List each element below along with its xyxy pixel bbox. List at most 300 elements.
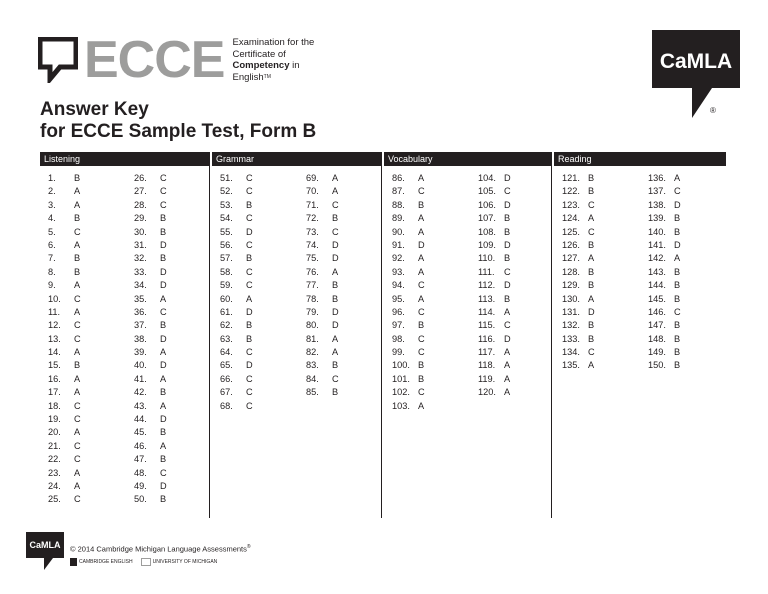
answer-row xyxy=(306,306,346,319)
answer-row xyxy=(392,359,432,372)
answer-row xyxy=(562,359,602,372)
answer-letter: B xyxy=(588,280,595,291)
answer-row xyxy=(220,359,260,372)
answer-row xyxy=(134,413,174,426)
answer-letter: A xyxy=(332,266,339,277)
question-number: 30. xyxy=(134,226,147,237)
question-number: 88. xyxy=(392,199,405,210)
question-number: 145. xyxy=(648,293,666,304)
answer-row xyxy=(648,239,688,252)
answer-row xyxy=(220,306,260,319)
answer-row xyxy=(134,453,174,466)
cambridge-english-logo xyxy=(70,558,133,566)
answer-row xyxy=(562,226,602,239)
answer-letter: B xyxy=(332,293,339,304)
ecce-description xyxy=(232,37,314,83)
answer-letter: B xyxy=(674,280,681,291)
answer-letter: B xyxy=(504,226,511,237)
answer-letter: B xyxy=(160,427,167,438)
answer-letter: B xyxy=(74,173,81,183)
camla-logo-text: CaMLA xyxy=(659,50,733,73)
answer-letter: A xyxy=(504,347,511,358)
answer-row xyxy=(392,212,432,225)
answer-row xyxy=(392,199,432,212)
question-number: 85. xyxy=(306,387,319,398)
answer-letter: A xyxy=(418,400,425,411)
answer-row xyxy=(306,239,346,252)
section-heading: Vocabulary xyxy=(384,152,552,166)
question-number: 8. xyxy=(48,266,56,277)
answer-row xyxy=(306,226,346,239)
answer-row xyxy=(48,293,88,306)
answer-letter: D xyxy=(160,360,167,371)
answer-row xyxy=(648,172,688,185)
question-number: 11. xyxy=(48,306,61,317)
answer-letter: C xyxy=(504,186,511,197)
answer-row xyxy=(220,386,260,399)
question-number: 68. xyxy=(220,400,233,411)
answer-row xyxy=(478,346,518,359)
answer-row xyxy=(48,373,88,386)
answer-row xyxy=(392,252,432,265)
answer-letter: D xyxy=(332,239,339,250)
ecce-desc-line1: Examination for the xyxy=(232,37,315,48)
answer-row xyxy=(134,359,174,372)
answer-letter: C xyxy=(418,280,425,291)
answer-column xyxy=(48,172,88,507)
answer-column xyxy=(648,172,688,373)
answer-letter: A xyxy=(74,186,81,197)
answer-row xyxy=(478,185,518,198)
answer-row xyxy=(220,293,260,306)
copyright-text xyxy=(70,544,251,554)
ecce-desc-line3-bold: Competency xyxy=(232,60,290,71)
answer-row xyxy=(478,239,518,252)
question-number: 19. xyxy=(48,414,61,425)
answer-letter: C xyxy=(74,226,81,237)
question-number: 136. xyxy=(648,173,666,183)
answer-row xyxy=(134,199,174,212)
question-number: 37. xyxy=(134,320,147,331)
answer-letter: B xyxy=(160,213,167,224)
answer-letter: C xyxy=(246,387,253,398)
answer-letter: C xyxy=(74,293,81,304)
question-number: 109. xyxy=(478,239,496,250)
answer-letter: A xyxy=(74,280,81,291)
question-number: 84. xyxy=(306,373,319,384)
answer-letter: A xyxy=(504,373,511,384)
question-number: 60. xyxy=(220,293,233,304)
answer-letter: C xyxy=(588,347,595,358)
section-heading: Grammar xyxy=(212,152,382,166)
answer-letter: B xyxy=(160,454,167,465)
question-number: 43. xyxy=(134,400,147,411)
question-number: 61. xyxy=(220,306,233,317)
answer-row xyxy=(562,306,602,319)
answer-letter: A xyxy=(74,239,81,250)
question-number: 35. xyxy=(134,293,147,304)
question-number: 140. xyxy=(648,226,666,237)
answer-letter: B xyxy=(160,387,167,398)
answer-letter: A xyxy=(74,467,81,478)
answer-row xyxy=(392,306,432,319)
answer-letter: B xyxy=(418,199,425,210)
question-number: 142. xyxy=(648,253,666,264)
answer-row xyxy=(134,239,174,252)
block-m-icon xyxy=(141,558,151,566)
title-line2: for ECCE Sample Test, Form B xyxy=(40,121,317,142)
answer-letter: B xyxy=(588,239,595,250)
answer-letter: A xyxy=(588,293,595,304)
answer-row xyxy=(220,319,260,332)
shield-icon xyxy=(70,558,77,566)
answer-row xyxy=(48,239,88,252)
answer-letter: D xyxy=(588,306,595,317)
answer-row xyxy=(562,266,602,279)
answer-letter: C xyxy=(504,320,511,331)
answer-letter: B xyxy=(332,280,339,291)
answer-letter: B xyxy=(418,373,425,384)
answer-letter: B xyxy=(160,226,167,237)
answer-letter: D xyxy=(160,266,167,277)
question-number: 105. xyxy=(478,186,496,197)
answer-letter: D xyxy=(674,239,681,250)
partner1-text: CAMBRIDGE ENGLISH xyxy=(79,559,133,565)
answer-row xyxy=(648,199,688,212)
question-number: 87. xyxy=(392,186,405,197)
answer-row xyxy=(648,319,688,332)
answer-row xyxy=(562,279,602,292)
answer-row xyxy=(134,306,174,319)
section-heading: Reading xyxy=(554,152,726,166)
ecce-logo-text: ECCE xyxy=(84,31,225,89)
answer-letter: C xyxy=(246,280,253,291)
answer-row xyxy=(306,293,346,306)
question-number: 64. xyxy=(220,347,233,358)
answer-column xyxy=(562,172,602,373)
question-number: 138. xyxy=(648,199,666,210)
answer-letter: D xyxy=(504,239,511,250)
answer-letter: D xyxy=(332,320,339,331)
question-number: 25. xyxy=(48,494,61,505)
answer-row xyxy=(648,359,688,372)
answer-letter: C xyxy=(246,186,253,197)
question-number: 48. xyxy=(134,467,147,478)
answer-letter: B xyxy=(588,333,595,344)
question-number: 9. xyxy=(48,280,56,291)
question-number: 81. xyxy=(306,333,319,344)
question-number: 135. xyxy=(562,360,580,371)
ecce-speech-bubble-icon xyxy=(38,37,78,83)
answer-letter: D xyxy=(332,253,339,264)
answer-row xyxy=(134,400,174,413)
answer-letter: A xyxy=(674,253,681,264)
answer-letter: C xyxy=(418,347,425,358)
answer-letter: C xyxy=(246,400,253,411)
answer-letter: B xyxy=(588,320,595,331)
answer-letter: A xyxy=(160,400,167,411)
trademark: TM xyxy=(263,73,271,80)
question-number: 74. xyxy=(306,239,319,250)
section-vocabulary xyxy=(384,152,552,518)
answer-row xyxy=(48,319,88,332)
answer-letter: C xyxy=(246,213,253,224)
answer-row xyxy=(134,252,174,265)
question-number: 69. xyxy=(306,173,319,183)
answer-row xyxy=(134,333,174,346)
answer-letter: C xyxy=(74,494,81,505)
copyright-line: © 2014 Cambridge Michigan Language Assessments xyxy=(70,544,247,554)
answer-letter: C xyxy=(74,320,81,331)
question-number: 58. xyxy=(220,266,233,277)
answer-letter: B xyxy=(674,347,681,358)
answer-letter: B xyxy=(674,226,681,237)
answer-row xyxy=(478,226,518,239)
question-number: 50. xyxy=(134,494,147,505)
answer-row xyxy=(48,440,88,453)
answer-letter: C xyxy=(332,226,339,237)
answer-row xyxy=(134,212,174,225)
question-number: 42. xyxy=(134,387,147,398)
answer-row xyxy=(478,266,518,279)
answer-letter: C xyxy=(74,440,81,451)
question-number: 86. xyxy=(392,173,405,183)
answer-row xyxy=(478,172,518,185)
question-number: 134. xyxy=(562,347,580,358)
question-number: 33. xyxy=(134,266,147,277)
section-divider xyxy=(209,166,210,518)
question-number: 52. xyxy=(220,186,233,197)
answer-letter: D xyxy=(246,226,253,237)
question-number: 1. xyxy=(48,173,56,183)
answer-letter: C xyxy=(246,266,253,277)
question-number: 45. xyxy=(134,427,147,438)
question-number: 132. xyxy=(562,320,580,331)
answer-letter: C xyxy=(74,454,81,465)
answer-row xyxy=(392,373,432,386)
answer-letter: D xyxy=(504,199,511,210)
answer-letter: D xyxy=(160,333,167,344)
answer-letter: D xyxy=(160,414,167,425)
answer-row xyxy=(478,293,518,306)
answer-row xyxy=(220,199,260,212)
answer-row xyxy=(306,279,346,292)
question-number: 26. xyxy=(134,173,147,183)
answer-letter: B xyxy=(674,266,681,277)
answer-letter: A xyxy=(74,427,81,438)
answer-letter: B xyxy=(74,360,81,371)
answer-row xyxy=(392,400,432,413)
answer-row xyxy=(306,373,346,386)
answer-row xyxy=(562,319,602,332)
question-number: 57. xyxy=(220,253,233,264)
page-title xyxy=(40,99,316,143)
answer-letter: B xyxy=(246,253,253,264)
question-number: 27. xyxy=(134,186,147,197)
question-number: 44. xyxy=(134,414,147,425)
answer-row xyxy=(306,185,346,198)
answer-letter: A xyxy=(74,347,81,358)
question-number: 55. xyxy=(220,226,233,237)
answer-letter: B xyxy=(674,333,681,344)
answer-row xyxy=(306,266,346,279)
question-number: 89. xyxy=(392,213,405,224)
question-number: 117. xyxy=(478,347,496,358)
answer-row xyxy=(392,386,432,399)
section-body xyxy=(40,172,210,518)
question-number: 95. xyxy=(392,293,405,304)
answer-letter: B xyxy=(160,253,167,264)
question-number: 110. xyxy=(478,253,496,264)
answer-row xyxy=(220,373,260,386)
question-number: 106. xyxy=(478,199,496,210)
answer-row xyxy=(392,319,432,332)
answer-letter: C xyxy=(418,306,425,317)
answer-letter: B xyxy=(332,360,339,371)
question-number: 141. xyxy=(648,239,666,250)
question-number: 99. xyxy=(392,347,405,358)
answer-row xyxy=(648,252,688,265)
answer-letter: A xyxy=(504,387,511,398)
answer-letter: B xyxy=(504,253,511,264)
answer-letter: A xyxy=(588,360,595,371)
question-number: 31. xyxy=(134,239,147,250)
answer-letter: C xyxy=(246,173,253,183)
ecce-desc-line4: English xyxy=(232,71,264,83)
question-number: 18. xyxy=(48,400,61,411)
question-number: 79. xyxy=(306,306,319,317)
question-number: 94. xyxy=(392,280,405,291)
question-number: 34. xyxy=(134,280,147,291)
question-number: 91. xyxy=(392,239,405,250)
ecce-desc-line3-rest: in xyxy=(289,60,300,71)
answer-row xyxy=(306,359,346,372)
answer-letter: C xyxy=(160,199,167,210)
answer-letter: C xyxy=(332,373,339,384)
question-number: 65. xyxy=(220,360,233,371)
answer-row xyxy=(478,306,518,319)
answer-row xyxy=(648,306,688,319)
answer-letter: A xyxy=(74,306,81,317)
answer-letter: A xyxy=(674,173,681,183)
question-number: 71. xyxy=(306,199,319,210)
question-number: 41. xyxy=(134,373,147,384)
answer-row xyxy=(478,252,518,265)
question-number: 114. xyxy=(478,306,496,317)
question-number: 147. xyxy=(648,320,666,331)
answer-letter: D xyxy=(246,306,253,317)
answer-row xyxy=(562,172,602,185)
question-number: 129. xyxy=(562,280,580,291)
answer-row xyxy=(392,226,432,239)
answer-row xyxy=(392,346,432,359)
question-number: 90. xyxy=(392,226,405,237)
answer-letter: C xyxy=(674,186,681,197)
answer-row xyxy=(562,199,602,212)
answer-letter: A xyxy=(332,347,339,358)
question-number: 16. xyxy=(48,373,61,384)
question-number: 73. xyxy=(306,226,319,237)
answer-row xyxy=(478,359,518,372)
answer-letter: A xyxy=(160,347,167,358)
answer-letter: B xyxy=(418,360,425,371)
answer-row xyxy=(48,480,88,493)
answer-row xyxy=(134,467,174,480)
answer-row xyxy=(648,185,688,198)
question-number: 2. xyxy=(48,186,56,197)
answer-row xyxy=(48,306,88,319)
camla-logo xyxy=(652,30,740,118)
answer-row xyxy=(48,493,88,506)
question-number: 139. xyxy=(648,213,666,224)
question-number: 28. xyxy=(134,199,147,210)
answer-row xyxy=(48,467,88,480)
answer-row xyxy=(392,333,432,346)
answer-row xyxy=(134,386,174,399)
question-number: 23. xyxy=(48,467,61,478)
question-number: 100. xyxy=(392,360,410,371)
question-number: 22. xyxy=(48,454,61,465)
question-number: 72. xyxy=(306,213,319,224)
answer-letter: A xyxy=(588,213,595,224)
ecce-logo xyxy=(38,31,315,89)
question-number: 146. xyxy=(648,306,666,317)
answer-letter: A xyxy=(160,440,167,451)
answer-row xyxy=(648,279,688,292)
answer-row xyxy=(392,279,432,292)
answer-row xyxy=(48,386,88,399)
answer-row xyxy=(220,333,260,346)
answer-row xyxy=(392,239,432,252)
question-number: 133. xyxy=(562,333,580,344)
answer-row xyxy=(134,373,174,386)
answer-letter: D xyxy=(246,360,253,371)
answer-letter: A xyxy=(332,173,339,183)
answer-letter: C xyxy=(160,173,167,183)
section-divider xyxy=(381,166,382,518)
answer-row xyxy=(562,212,602,225)
partner2-text: UNIVERSITY OF MICHIGAN xyxy=(152,559,218,565)
section-reading xyxy=(554,152,726,518)
answer-letter: B xyxy=(588,186,595,197)
question-number: 39. xyxy=(134,347,147,358)
question-number: 93. xyxy=(392,266,405,277)
question-number: 112. xyxy=(478,280,496,291)
answer-row xyxy=(48,400,88,413)
answer-letter: A xyxy=(246,293,253,304)
answer-row xyxy=(48,413,88,426)
question-number: 40. xyxy=(134,360,147,371)
answer-letter: C xyxy=(74,400,81,411)
answer-row xyxy=(48,453,88,466)
question-number: 47. xyxy=(134,454,147,465)
answer-letter: B xyxy=(674,360,681,371)
answer-letter: A xyxy=(74,387,81,398)
question-number: 3. xyxy=(48,199,56,210)
section-grammar xyxy=(212,152,382,518)
answer-row xyxy=(220,185,260,198)
question-number: 46. xyxy=(134,440,147,451)
question-number: 77. xyxy=(306,280,319,291)
answer-row xyxy=(220,400,260,413)
section-heading: Listening xyxy=(40,152,210,166)
answer-row xyxy=(134,293,174,306)
answer-letter: B xyxy=(674,293,681,304)
question-number: 7. xyxy=(48,253,56,264)
answer-letter: B xyxy=(246,199,253,210)
answer-letter: B xyxy=(246,333,253,344)
question-number: 10. xyxy=(48,293,61,304)
